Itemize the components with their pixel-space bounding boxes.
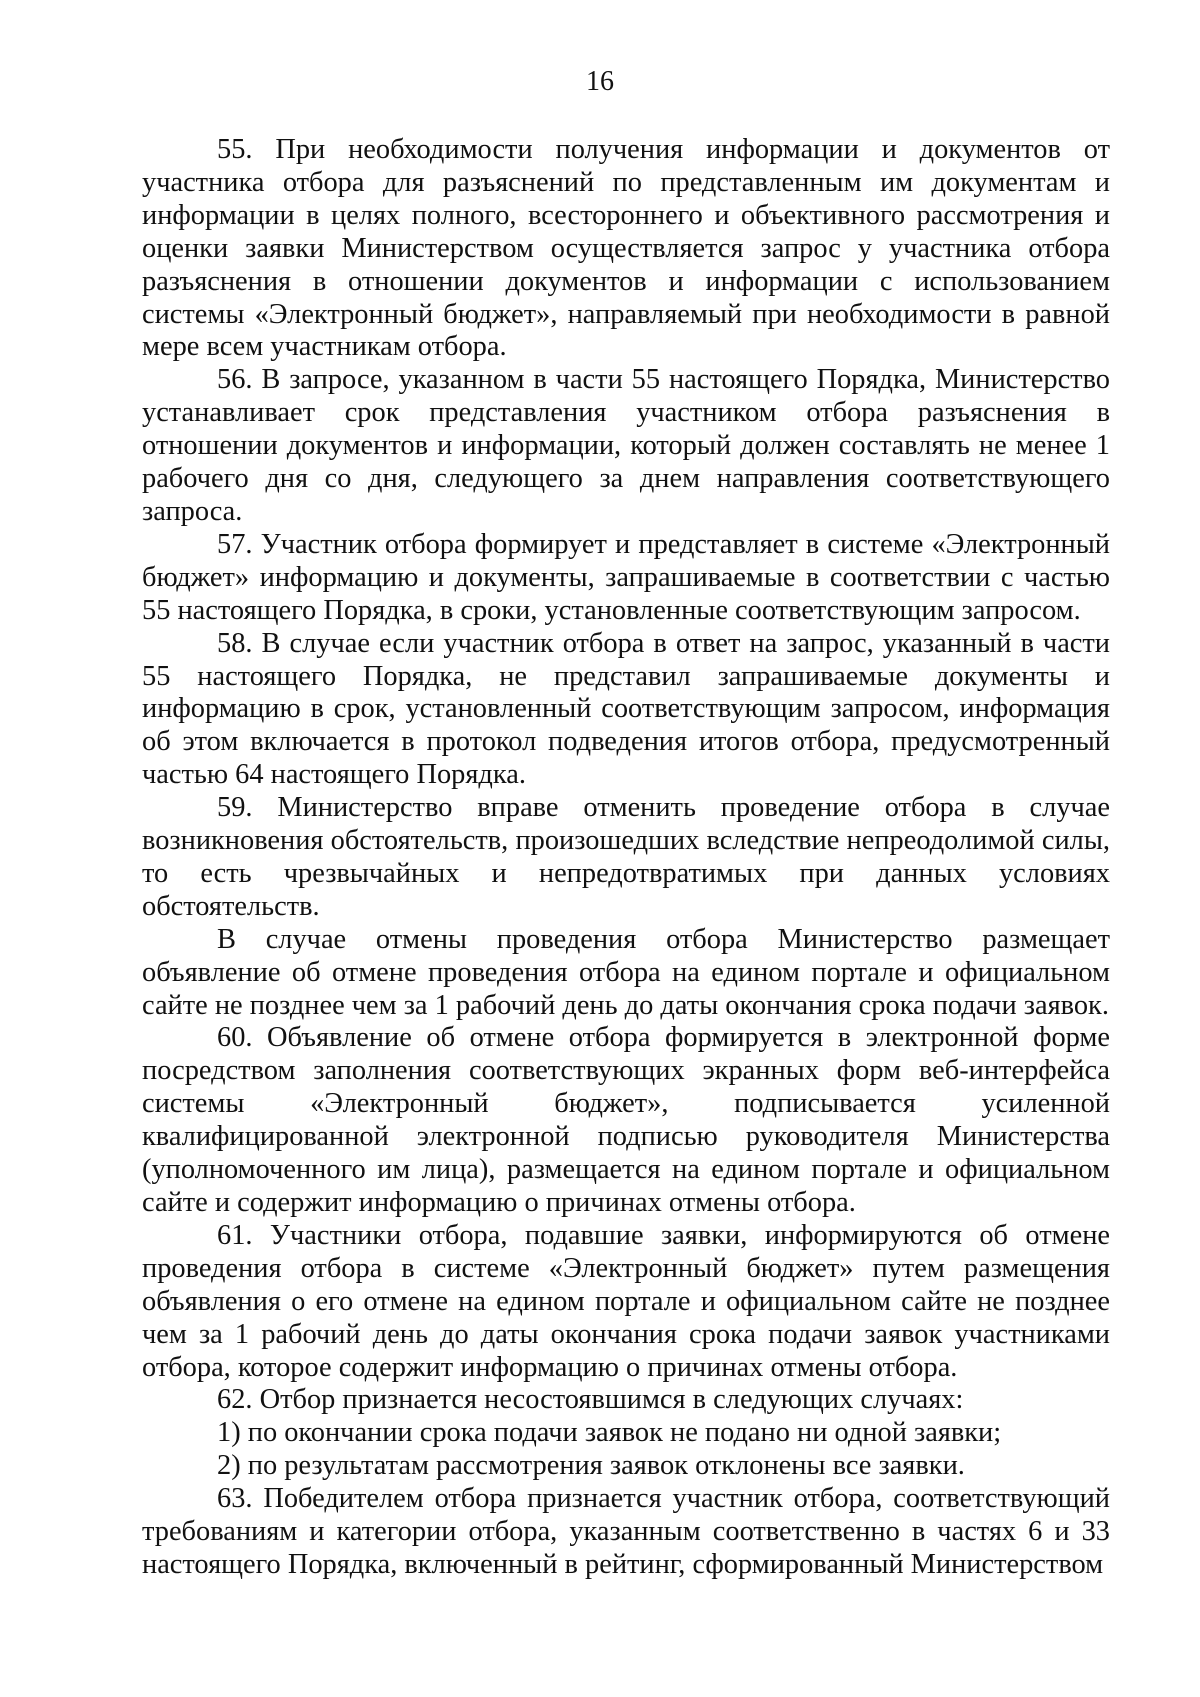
paragraph-56: 56. В запросе, указанном в части 55 настоящего Порядка, Министерство устанавливает срок представления участником отбора разъяснения в отношении документов и информации, который должен составлять не менее 1 рабочего дня со дня, следующего за днем направления соответствующего запроса.: [142, 364, 1110, 527]
paragraph-55: 55. При необходимости получения информации и документов от участника отбора для разъяснений по представленным им документам и информации в целях полного, всестороннего и объективного рассмотрения и оценки заявки Министерством осуществляется запрос у участника отбора разъяснения в отношении документов и информации с использованием системы «Электронный бюджет», направляемый при необходимости в равной мере всем участникам отбора.: [142, 134, 1110, 363]
paragraph-59-continued: В случае отмены проведения отбора Министерство размещает объявление об отмене проведения отбора на едином портале и официальном сайте не позднее чем за 1 рабочий день до даты окончания срока подачи заявок.: [142, 923, 1110, 1021]
document-body: [142, 134, 1110, 1582]
paragraph-62-item-2: 2) по результатам рассмотрения заявок отклонены все заявки.: [217, 1450, 965, 1482]
paragraph-60: 60. Объявление об отмене отбора формируется в электронной форме посредством заполнения соответствующих экранных форм веб-интерфейса системы «Электронный бюджет», подписывается усиленной квалифицированной электронной подписью руководителя Министерства (уполномоченного им лица), размещается на едином портале и официальном сайте и содержит информацию о причинах отмены отбора.: [142, 1022, 1110, 1218]
paragraph-57: 57. Участник отбора формирует и представляет в системе «Электронный бюджет» информацию и документы, запрашиваемые в соответствии с частью 55 настоящего Порядка, в сроки, установленные соответствующим запросом.: [142, 528, 1110, 626]
paragraph-63: 63. Победителем отбора признается участник отбора, соответствующий требованиям и категории отбора, указанным соответственно в частях 6 и 33 настоящего Порядка, включенный в рейтинг, сформированный Министерством: [142, 1483, 1110, 1580]
paragraph-61: 61. Участники отбора, подавшие заявки, информируются об отмене проведения отбора в системе «Электронный бюджет» путем размещения объявления о его отмене на едином портале и официальном сайте не позднее чем за 1 рабочий день до даты окончания срока подачи заявок участниками отбора, которое содержит информацию о причинах отмены отбора.: [142, 1219, 1110, 1383]
paragraph-58: 58. В случае если участник отбора в ответ на запрос, указанный в части 55 настоящего Порядка, не представил запрашиваемые документы и информацию в срок, установленный соответствующим запросом, информация об этом включается в протокол подведения итогов отбора, предусмотренный частью 64 настоящего Порядка.: [142, 627, 1110, 791]
paragraph-59: 59. Министерство вправе отменить проведение отбора в случае возникновения обстоятельств, произошедших вследствие непреодолимой силы, то есть чрезвычайных и непредотвратимых при данных условиях обстоятельств.: [142, 792, 1110, 922]
page-number: 16: [586, 66, 614, 97]
paragraph-62-item-1: 1) по окончании срока подачи заявок не подано ни одной заявки;: [217, 1417, 1002, 1449]
paragraph-62: 62. Отбор признается несостоявшимся в следующих случаях:: [217, 1384, 964, 1416]
